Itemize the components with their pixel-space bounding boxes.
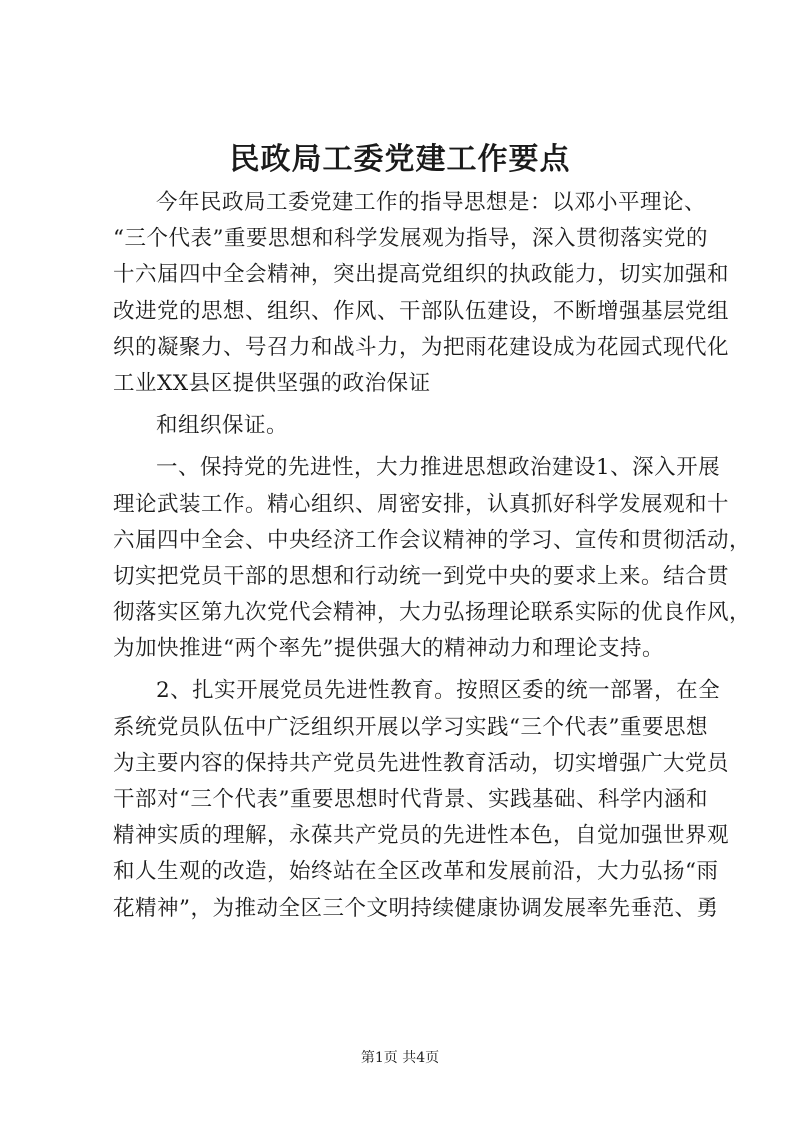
text-line: 和人生观的改造，始终站在全区改革和发展前沿，大力弘扬“雨 — [113, 859, 719, 885]
text-line: 2、扎实开展党员先进性教育。按照区委的统一部署，在全 — [156, 678, 721, 704]
text-line: 工业XX县区提供坚强的政治保证 — [113, 370, 431, 396]
text-line: “三个代表”重要思想和科学发展观为指导，深入贯彻落实党的 — [113, 226, 708, 252]
text-line: 为主要内容的保持共产党员先进性教育活动，切实增强广大党员 — [113, 750, 730, 776]
text-line: 六届四中全会、中央经济工作会议精神的学习、宣传和贯彻活动， — [113, 527, 752, 553]
paragraph-continuation — [113, 408, 713, 444]
paragraph-section-one — [113, 450, 752, 667]
paragraph-item-two — [113, 673, 730, 926]
text-line: 干部对“三个代表”重要思想时代背景、实践基础、科学内涵和 — [113, 787, 708, 812]
text-line: 彻落实区第九次党代会精神，大力弘扬理论联系实际的优良作风， — [113, 600, 752, 626]
text-line: 精神实质的理解，永葆共产党员的先进性本色，自觉加强世界观 — [113, 823, 730, 849]
page-footer: 第1页 共4页 — [360, 1050, 440, 1066]
paragraph-guiding-thought — [113, 185, 730, 402]
text-line: 理论武装工作。精心组织、周密安排，认真抓好科学发展观和十 — [113, 491, 730, 517]
text-line: 织的凝聚力、号召力和战斗力，为把雨花建设成为花园式现代化 — [113, 334, 730, 360]
document-title: 民政局工委党建工作要点 — [229, 142, 571, 177]
text-line: 十六届四中全会精神，突出提高党组织的执政能力，切实加强和 — [113, 262, 730, 288]
text-line: 花精神”，为推动全区三个文明持续健康协调发展率先垂范、勇 — [113, 895, 719, 921]
text-line: 和组织保证。 — [156, 413, 289, 439]
text-line: 系统党员队伍中广泛组织开展以学习实践“三个代表”重要思想 — [113, 714, 708, 740]
document-body — [113, 185, 752, 927]
text-line: 今年民政局工委党建工作的指导思想是：以邓小平理论、 — [156, 190, 707, 215]
text-line: 切实把党员干部的思想和行动统一到党中央的要求上来。结合贯 — [113, 563, 730, 589]
text-line: 一、保持党的先进性，大力推进思想政治建设1、深入开展 — [156, 455, 721, 481]
text-line: 改进党的思想、组织、作风、干部队伍建设，不断增强基层党组 — [113, 298, 730, 324]
text-line: 为加快推进“两个率先”提供强大的精神动力和理论支持。 — [113, 636, 664, 662]
